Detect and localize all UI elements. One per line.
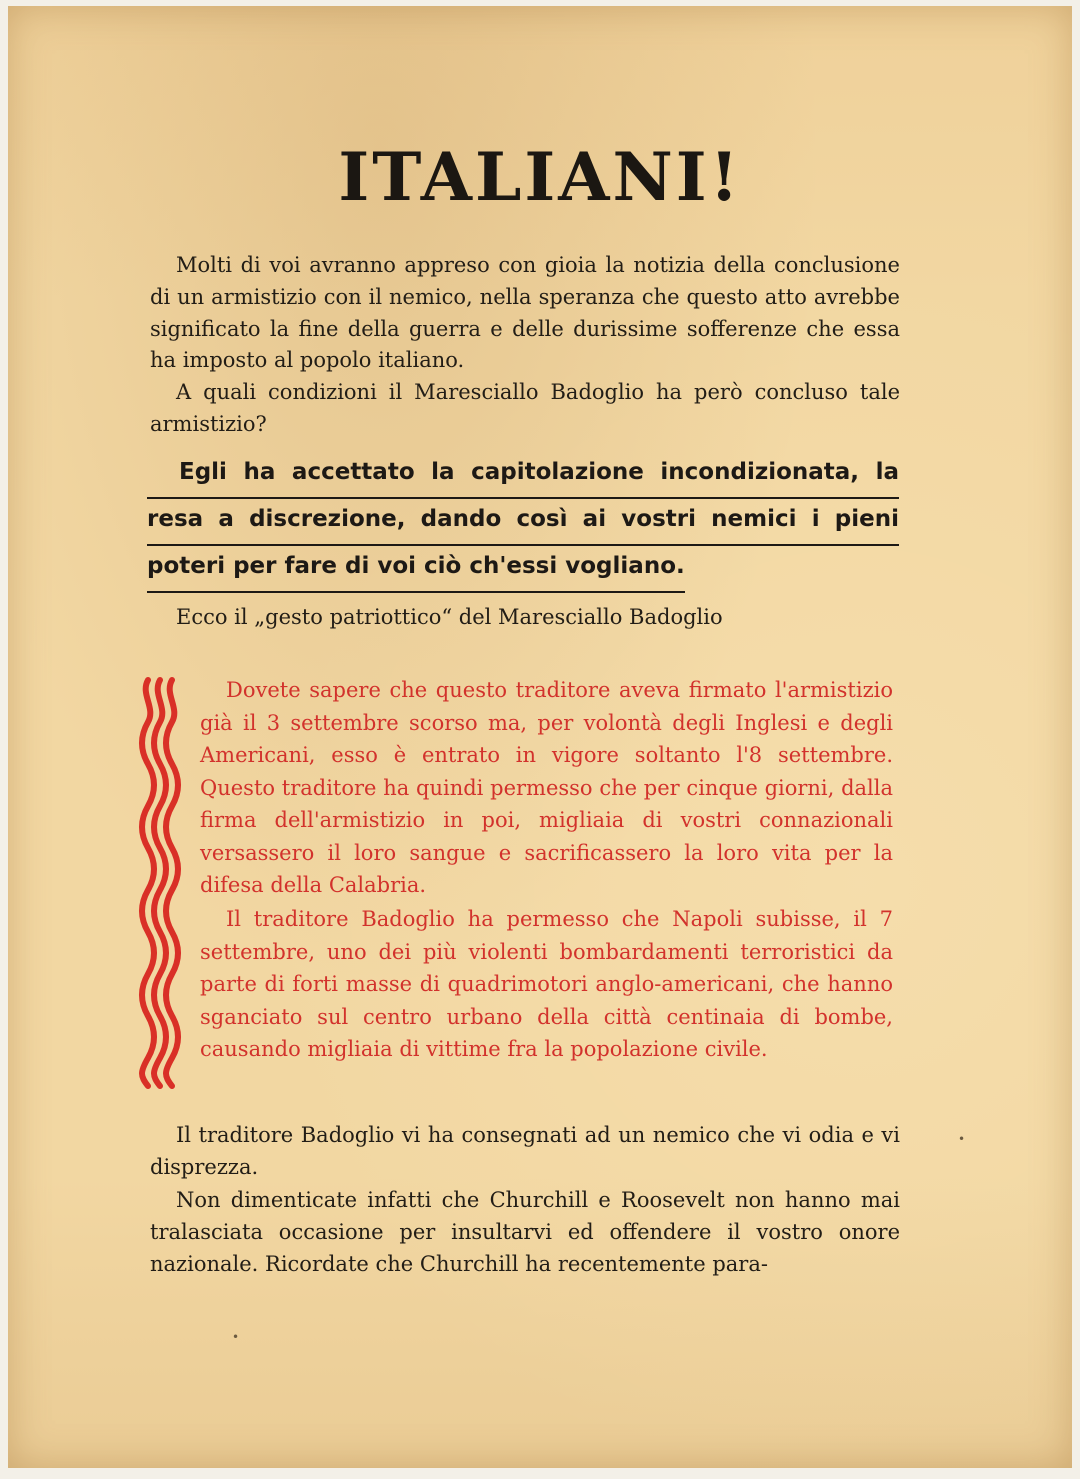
emphasis-block (147, 452, 899, 593)
paper-speck-icon: • (958, 1132, 966, 1146)
paragraph-churchill-roosevelt: Non dimenticate infatti che Churchill e Roosevelt non hanno mai tralasciata occasione per insultarvi ed offendere il vostro onore nazionale. Ricordate che Churchill ha recentemente para- (150, 1188, 900, 1276)
page-title: ITALIANI! (338, 138, 742, 216)
paragraph-enemy: Il traditore Badoglio vi ha consegnati ad un nemico che vi odia e vi disprezza. (150, 1123, 900, 1179)
red-paragraph-naples-bombing: Il traditore Badoglio ha permesso che Napoli subisse, il 7 settembre, uno dei più violenti bombardamenti terroristici da parte di forti masse di quadrimotori anglo-americani, che hanno sganciato sul centro urbano della città centinaia di bombe, causando migliaia di vittime fra la popolazione civile. (200, 907, 893, 1061)
paragraph-conditions-question: A quali condizioni il Maresciallo Badoglio ha però concluso tale armistizio? (150, 380, 900, 436)
intro-line: Ecco il „gesto patriottico“ del Maresciallo Badoglio (176, 605, 723, 629)
emphasis-line-1: Egli ha accettato la capitolazione incondizionata, la (147, 452, 899, 499)
paper-speck-icon: • (232, 1330, 240, 1344)
red-wave-border-icon (138, 672, 182, 1092)
emphasis-line-2: resa a discrezione, dando così ai vostri nemici i pieni (147, 499, 899, 546)
red-paragraph-armistice-date: Dovete sapere che questo traditore aveva firmato l'armistizio già il 3 settembre scorso ma, per volontà degli Inglesi e degli Americani, esso è entrato in vigore soltanto l'8 settembre. Questo traditore ha quindi permesso che per cinque giorni, dalla firma dell'armistizio in poi, migliaia di vostri connazionali versassero il loro sangue e sacrificassero la loro vita per la difesa della Calabria. (200, 678, 893, 897)
paragraph-armistice-news: Molti di voi avranno appreso con gioia la notizia della conclusione di un armistizio con il nemico, nella speranza che questo atto avrebbe significato la fine della guerra e delle durissime sofferenze che essa ha imposto al popolo italiano. (150, 253, 900, 373)
emphasis-line-3: poteri per fare di voi ciò ch'essi vogliano. (147, 546, 685, 593)
